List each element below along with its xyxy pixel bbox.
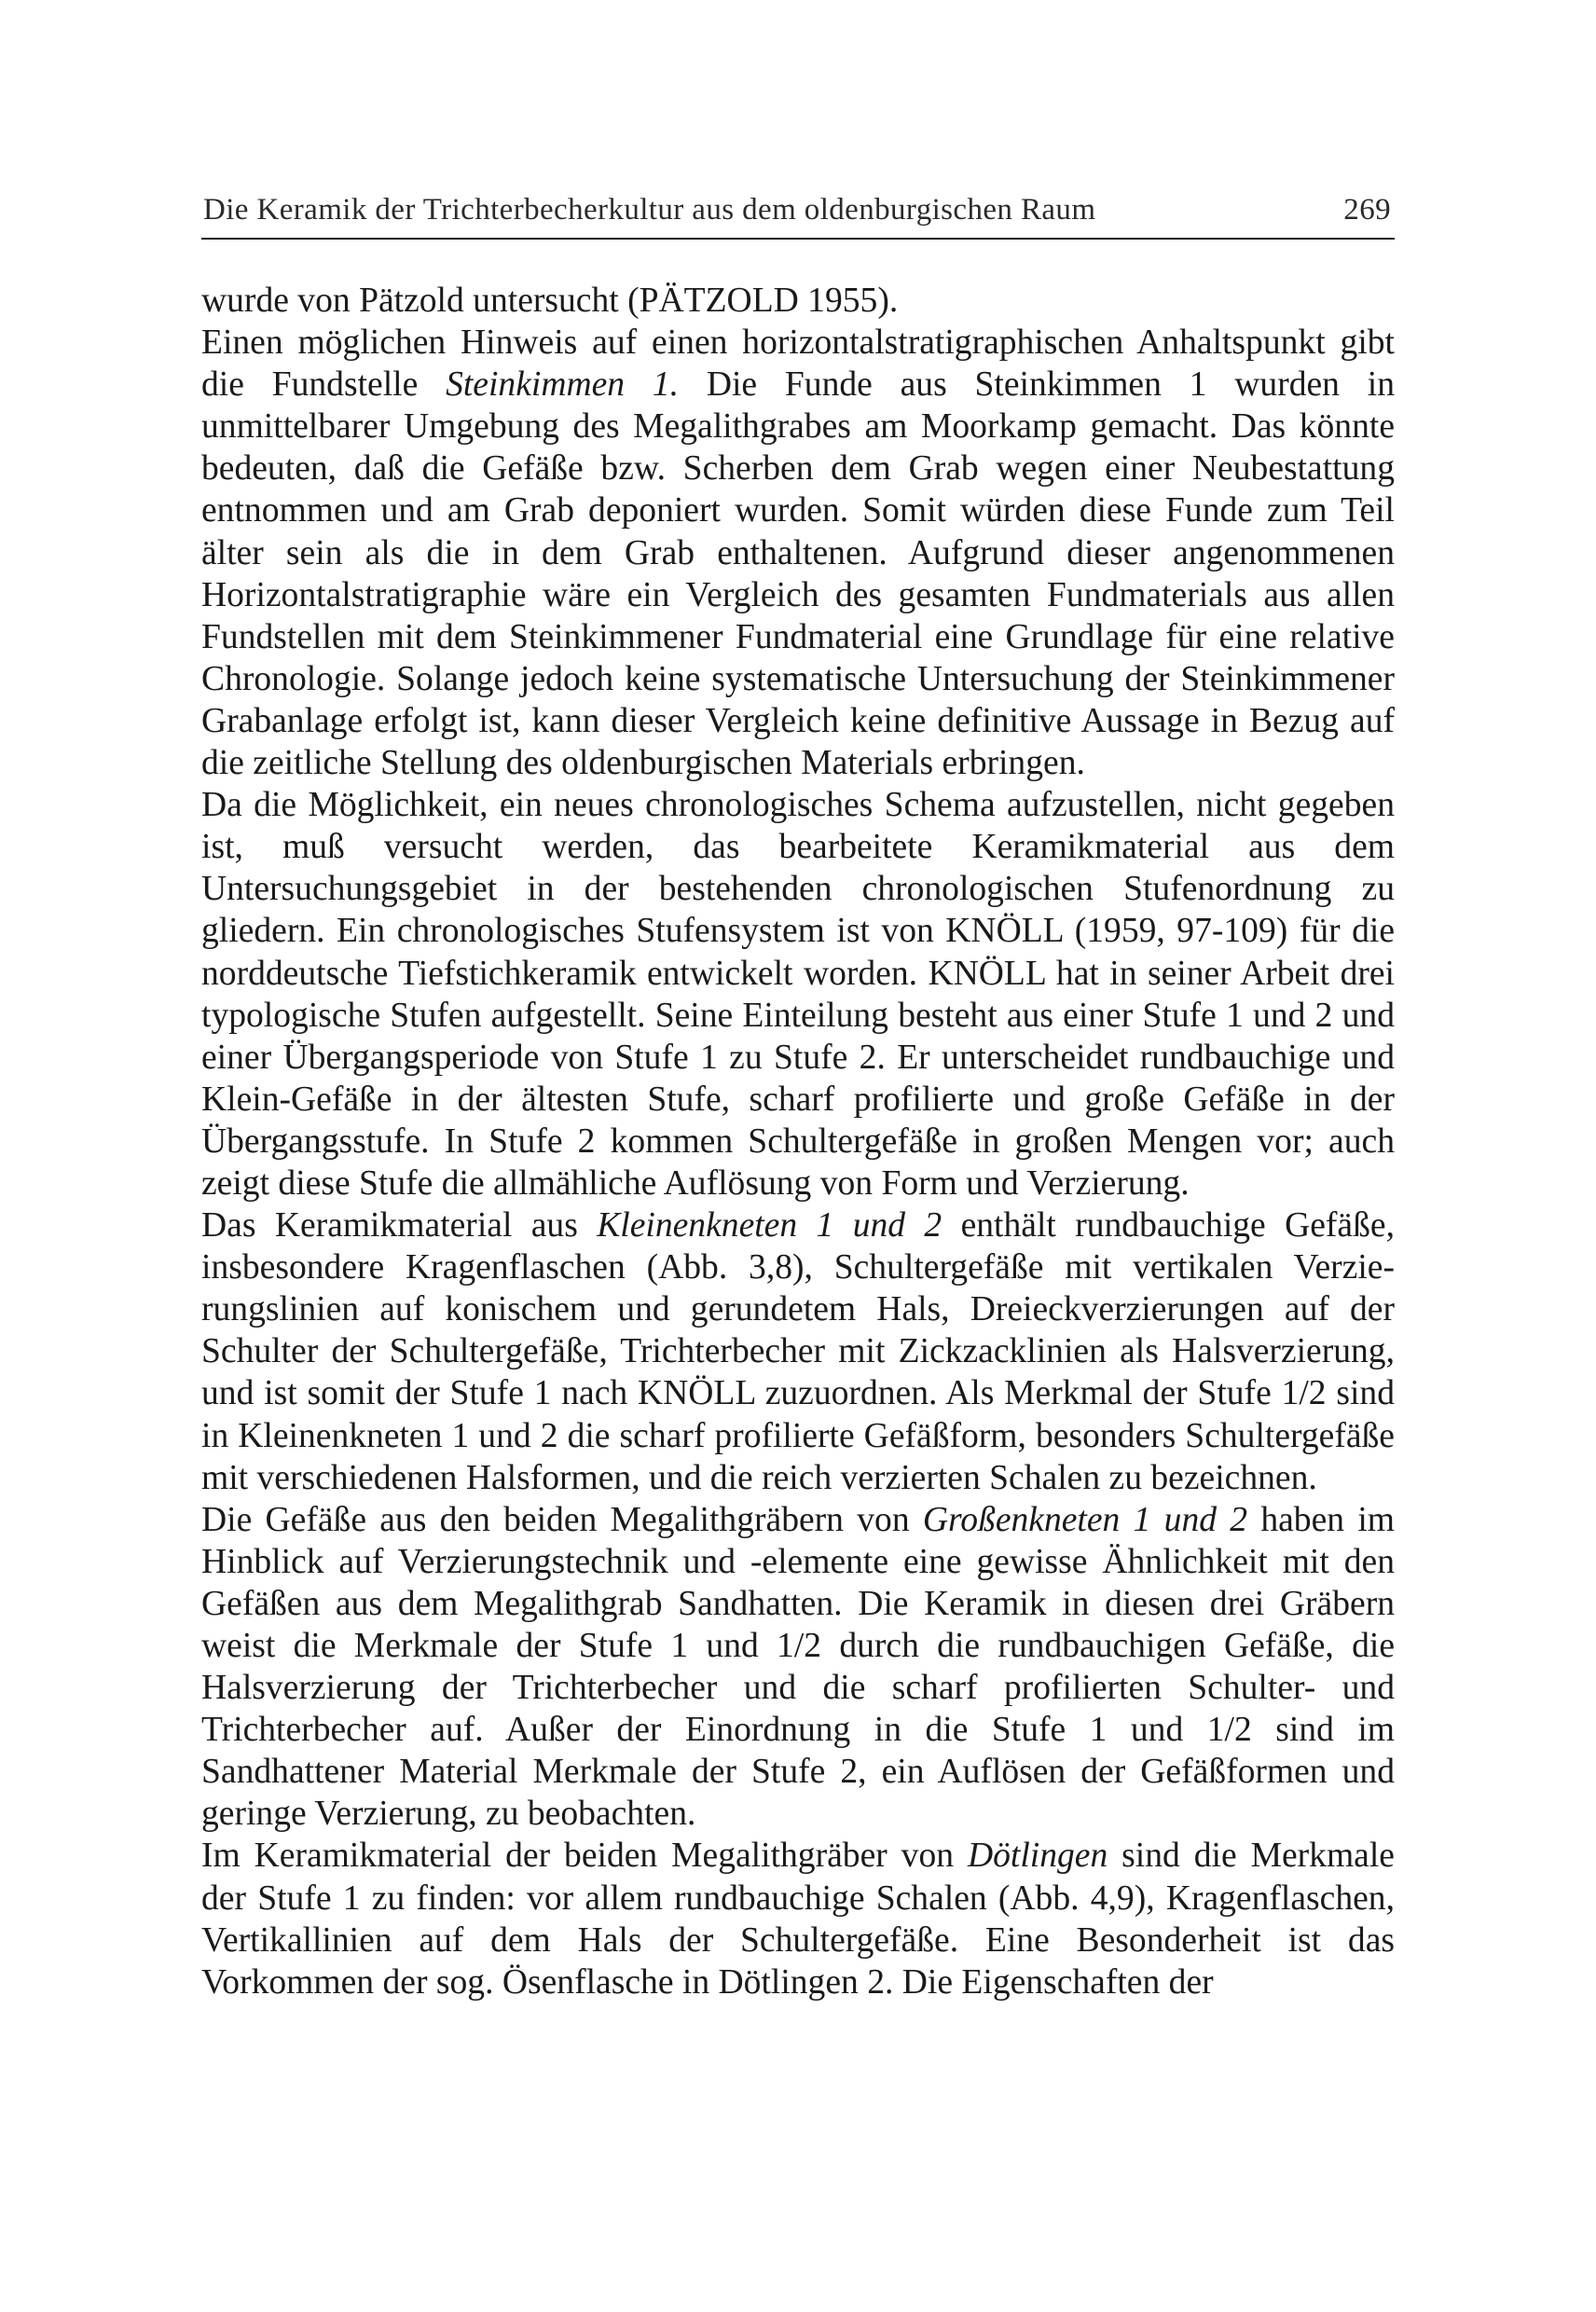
paragraph (201, 280, 1395, 322)
paragraph (201, 1835, 1395, 2002)
paragraph (201, 322, 1395, 784)
paragraph-text: Da die Möglichkeit, ein neues chronologisches Schema aufzustellen, nicht gegeben ist, muß versucht werden, das bearbeitete Keramikmaterial aus dem Untersuchungsgebiet in der bestehenden chronologischen Stufenordnung zu gliedern. Ein chronologisches Stufensystem ist von KNÖLL (1959, 97-109) für die norddeutsche Tiefstichkeramik entwickelt worden. KNÖLL hat in seiner Arbeit drei typologische Stufen aufgestellt. Seine Einteilung besteht aus einer Stufe 1 und 2 und einer Übergangsperiode von Stufe 1 zu Stufe 2. Er unterscheidet rundbauchige und Klein-Gefäße in der ältesten Stufe, scharf profilierte und große Gefäße in der Übergangsstufe. In Stufe 2 kommen Schultergefäße in großen Mengen vor; auch zeigt diese Stufe die allmähliche Auflösung von Form und Verzierung. (201, 786, 1395, 1203)
paragraph-text: Das Keramikmaterial aus (201, 1206, 598, 1245)
paragraph-text: Die Funde aus Steinkimmen 1 wurden in unmittelbarer Umgebung des Megalithgrabes am Moorkamp gemacht. Das könnte bedeuten, daß die Gefäße bzw. Scherben dem Grab wegen einer Neubestattung entnommen und am Grab deponiert wurden. Somit würden diese Funde zum Teil älter sein als die in dem Grab enthaltenen. Aufgrund dieser angenommenen Horizontalstratigraphie wäre ein Vergleich des gesamten Fundmaterials aus allen Fundstellen mit dem Steinkimmener Fundmaterial eine Grundlage für eine relative Chronologie. Solange jedoch keine systematische Untersuchung der Steinkimmener Grabanlage erfolgt ist, kann dieser Vergleich keine definitive Aussage in Bezug auf die zeitliche Stellung des oldenburgischen Materials erbringen. (201, 365, 1395, 783)
paragraph-text: Die Gefäße aus den beiden Megalithgräbern von (201, 1500, 923, 1539)
paragraph-text: Im Keramikmaterial der beiden Megalithgräber von (201, 1837, 968, 1876)
body-text (201, 280, 1395, 2003)
paragraph-text: wurde von Pätzold untersucht (PÄTZOLD 1955). (201, 282, 899, 320)
paragraph (201, 1499, 1395, 1836)
paragraph-text: haben im Hinblick auf Verzierungstechnik und -elemente eine gewisse Ähnlichkeit mit den Gefäßen aus dem Megalithgrab Sandhatten. Die Keramik in diesen drei Gräbern weist die Merkmale der Stufe 1 und 1/2 durch die rundbauchigen Gefäße, die Halsverzierung der Trichterbecher und die scharf profilierten Schulter- und Trichterbecher auf. Außer der Einordnung in die Stufe 1 und 1/2 sind im Sandhattener Material Merkmale der Stufe 2, ein Auflösen der Gefäßformen und geringe Verzierung, zu beobachten. (201, 1500, 1395, 1834)
paragraph (201, 1204, 1395, 1499)
site-name-italic: Kleinenkneten 1 und 2 (597, 1206, 942, 1245)
running-header (201, 189, 1395, 240)
running-title: Die Keramik der Trichterbecherkultur aus dem oldenburgischen Raum (203, 193, 1096, 227)
site-name-italic: Großenkneten 1 und 2 (922, 1500, 1248, 1539)
paragraph-text: Einen möglichen Hinweis auf einen horizontalstratigraphischen Anhaltspunkt gibt die Fundstelle (201, 323, 1395, 405)
paragraph (201, 784, 1395, 1204)
paragraph-text: enthält rundbauchige Gefäße, insbesondere Kragenflaschen (Abb. 3,8), Schultergefäße mit vertikalen Verzierungslinien auf konischem und gerundetem Hals, Dreieckverzierungen auf der Schulter der Schultergefäße, Trichterbecher mit Zickzacklinien als Halsverzierung, und ist somit der Stufe 1 nach KNÖLL zuzuordnen. Als Merkmal der Stufe 1/2 sind in Kleinenkneten 1 und 2 die scharf profilierte Gefäßform, besonders Schultergefäße mit verschiedenen Halsformen, und die reich verzierten Schalen zu bezeichnen. (201, 1206, 1395, 1497)
paragraph-text: sind die Merkmale der Stufe 1 zu finden: vor allem rundbauchige Schalen (Abb. 4,9), Kragenflaschen, Vertikallinien auf dem Hals der Schultergefäße. Eine Besonderheit ist das Vorkommen der sog. Ösenflasche in Dötlingen 2. Die Eigenschaften der (201, 1837, 1395, 2002)
site-name-italic: Dötlingen (967, 1837, 1108, 1876)
page-number: 269 (1343, 193, 1391, 227)
site-name-italic: Steinkimmen 1. (446, 365, 680, 405)
